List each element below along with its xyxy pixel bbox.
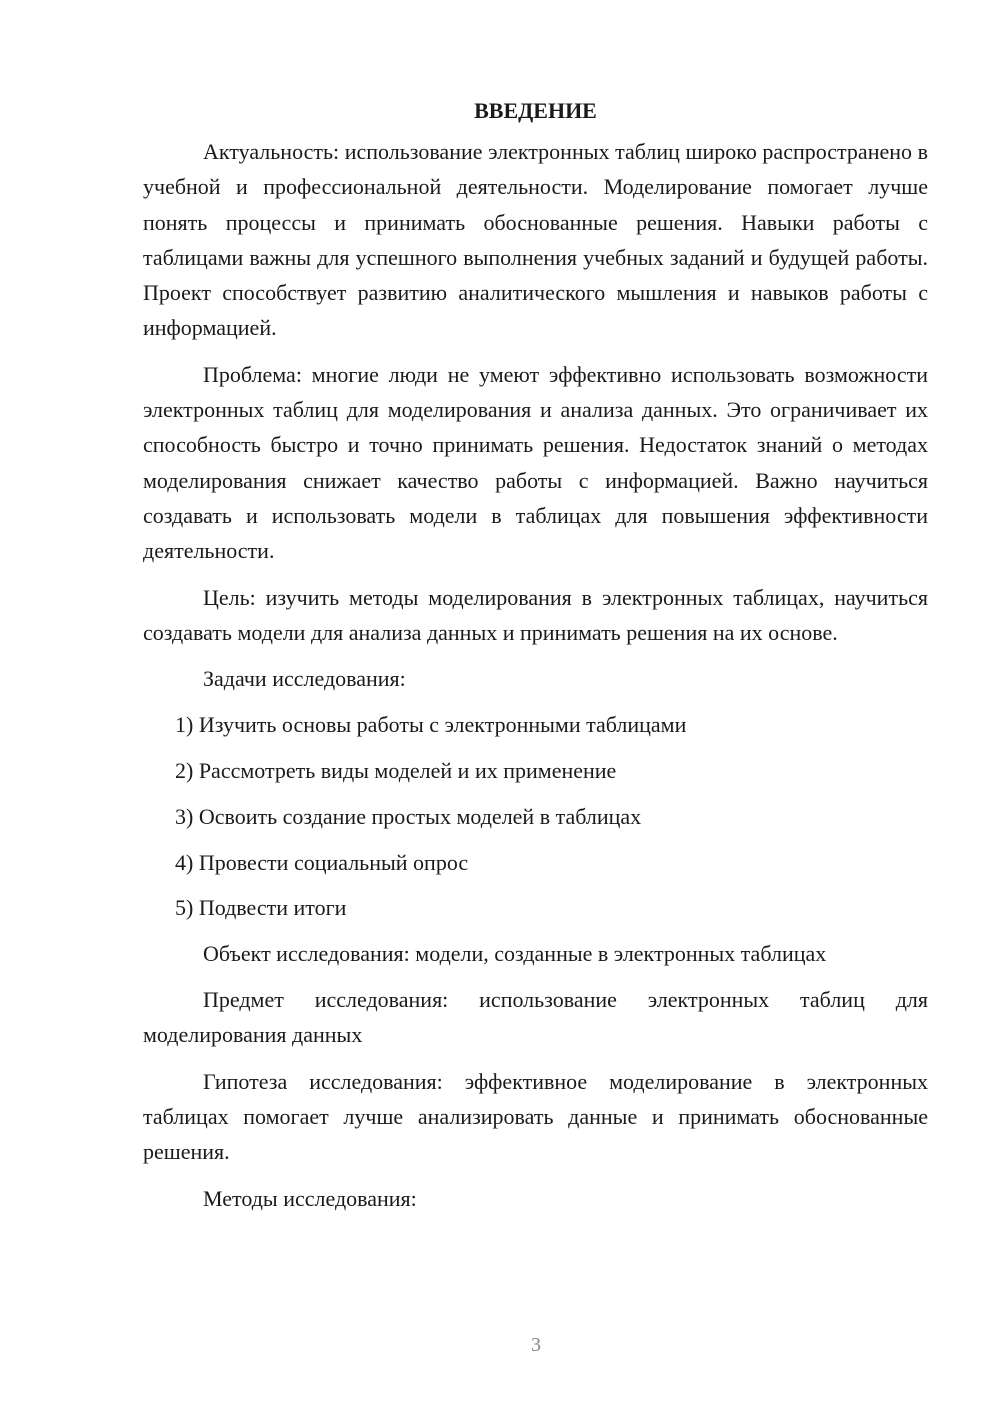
paragraph-subject: Предмет исследования: использование электронных таблиц для моделирования данных [143,987,928,1048]
paragraph-goal: Цель: изучить методы моделирования в электронных таблицах, научиться создавать модели для анализа данных и принимать решения на их основе. [143,584,928,645]
list-item: 1) Изучить основы работы с электронными таблицами [175,712,687,738]
paragraph-relevance: Актуальность: использование электронных таблиц широко распространено в учебной и профессиональной деятельности. Моделирование помогает лучше понять процессы и принимать обоснованные решения. Навыки работы с таблицами важны для успешного выполнения учебных заданий и будущей работы. Проект способствует развитию аналитического мышления и навыков работы с информацией. [143,139,928,341]
list-item: 3) Освоить создание простых моделей в таблицах [175,803,642,829]
tasks-list [143,707,928,925]
paragraph-problem: Проблема: многие люди не умеют эффективно использовать возможности электронных таблиц для моделирования и анализа данных. Это ограничивает их способность быстро и точно принимать решения. Недостаток знаний о методах моделирования снижает качество работы с информацией. Важно научиться создавать и использовать модели в таблицах для повышения эффективности деятельности. [143,361,928,564]
tasks-heading: Задачи исследования: [203,666,406,692]
paragraph-hypothesis: Гипотеза исследования: эффективное моделирование в электронных таблицах помогает лучше анализировать данные и принимать обоснованные решения. [143,1068,928,1165]
list-item: 5) Подвести итоги [175,895,347,921]
page-title: ВВЕДЕНИЕ [474,98,597,123]
paragraph-object: Объект исследования: модели, созданные в электронных таблицах [203,940,827,966]
methods-heading: Методы исследования: [203,1185,417,1211]
list-item: 4) Провести социальный опрос [175,849,469,875]
page-content [143,93,928,1227]
page-number: 3 [531,1334,541,1356]
list-item: 2) Рассмотреть виды моделей и их применение [175,758,617,784]
